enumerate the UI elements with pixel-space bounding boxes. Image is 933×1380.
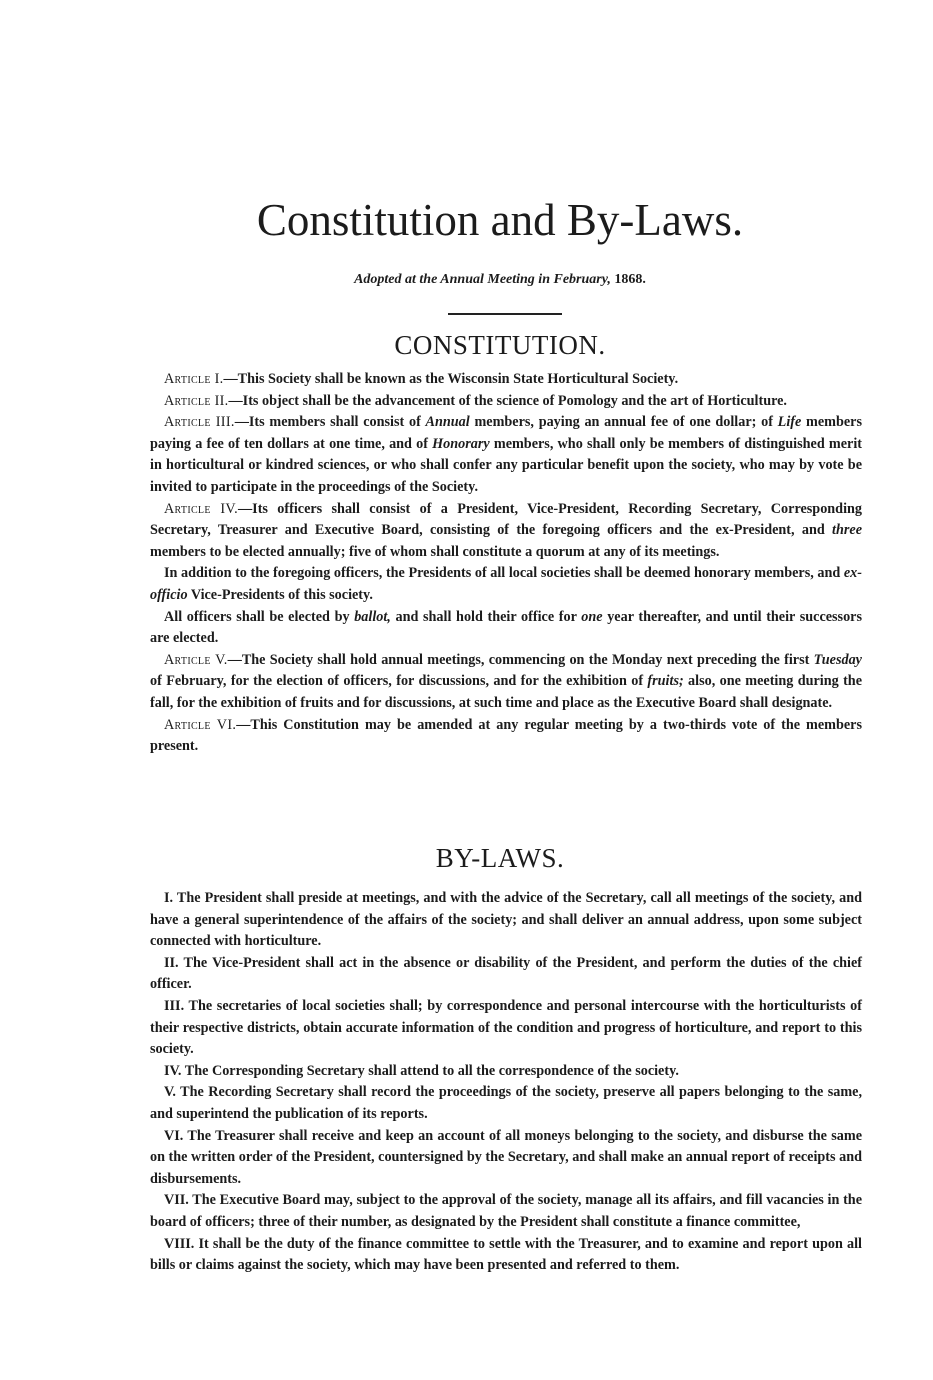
title-divider <box>448 313 562 315</box>
emphasized-text: ex-officio <box>150 565 862 603</box>
article-text: Vice-Presidents of this society. <box>187 586 373 603</box>
article-text: and shall hold their office for <box>390 608 582 625</box>
bylaws-body <box>150 888 862 1277</box>
article-text: of February, for the election of officers, for discussions, and for the exhibition of <box>150 673 648 690</box>
article-text: members, who shall only be members of distinguished merit in horticultural or kindred sciences, or who shall confer any particular benefit upon the society, who may by vote be invited to participate in the proceedings of the Society. <box>150 435 862 495</box>
emphasized-text: ballot, <box>354 608 391 625</box>
article-text: In addition to the foregoing officers, the Presidents of all local societies shall be deemed honorary members, and <box>164 565 844 582</box>
bylaw-item: III. The secretaries of local societies shall; by correspondence and personal intercourse with the horticulturists of their respective districts, obtain accurate information of the condition and progress of horticulture, and report to this society. <box>150 997 862 1058</box>
article-text: —Its members shall consist of <box>234 414 426 431</box>
bylaw-item: VII. The Executive Board may, subject to the approval of the society, manage all its affairs, and fill vacancies in the board of officers; three of their number, as designated by the President shall constitute a finance committee, <box>150 1192 862 1230</box>
constitution-article <box>150 499 862 564</box>
bylaw-item: VIII. It shall be the duty of the finance committee to settle with the Treasurer, and to examine and report upon all bills or claims against the society, which may have been presented and referred to them. <box>150 1235 862 1274</box>
article-text: members paying a fee of ten dollars at one time, and of <box>150 414 862 452</box>
article-text: —This Constitution may be amended at any regular meeting by a two-thirds vote of the members present. <box>150 716 862 755</box>
article-text: year thereafter, and until their successors are elected. <box>150 608 862 647</box>
bylaw-item: II. The Vice-President shall act in the absence or disability of the President, and perform the duties of the chief officer. <box>150 954 862 993</box>
constitution-article <box>150 369 862 391</box>
constitution-article <box>150 715 862 758</box>
bylaws-heading: BY-LAWS. <box>435 843 565 873</box>
article-label: Article III. <box>164 414 235 431</box>
bylaw-item: V. The Recording Secretary shall record the proceedings of the society, preserve all papers belonging to the same, and superintend the publication of its reports. <box>150 1084 862 1122</box>
page-title: Constitution and By-Laws. <box>256 195 744 245</box>
emphasized-text: Tuesday <box>813 651 862 668</box>
article-label: Article II. <box>164 392 229 409</box>
article-text: also, one meeting during the fall, for the exhibition of fruits and for discussions, at such time and place as the Executive Board shall designate. <box>150 673 862 711</box>
article-text: —The Society shall hold annual meetings, commencing on the Monday next preceding the first <box>227 651 814 668</box>
emphasized-text: Life <box>777 414 802 431</box>
article-text: —Its object shall be the advancement of the science of Pomology and the art of Horticulture. <box>228 392 787 409</box>
emphasized-text: three <box>832 522 862 539</box>
article-label: Article VI. <box>164 716 237 733</box>
adoption-note <box>150 272 850 288</box>
emphasized-text: Honorary <box>432 435 490 452</box>
bylaw-item: IV. The Corresponding Secretary shall attend to all the correspondence of the society. <box>164 1062 679 1079</box>
bylaw-item: VI. The Treasurer shall receive and keep an account of all moneys belonging to the society, and disburse the same on the written order of the President, countersigned by the Secretary, and shall make an annual report of receipts and disbursements. <box>150 1127 862 1187</box>
emphasized-text: one <box>581 608 603 625</box>
article-text: —Its officers shall consist of a President, Vice-President, Recording Secretary, Corresponding Secretary, Treasurer and Executive Board, consisting of the foregoing officers and the ex-President, and <box>150 500 862 539</box>
emphasized-text: fruits; <box>647 673 684 690</box>
constitution-article <box>150 607 862 650</box>
article-text: members, paying an annual fee of one dollar; of <box>469 414 778 431</box>
bylaw-item: I. The President shall preside at meetings, and with the advice of the Secretary, call all meetings of the society, and have a general superintendence of the affairs of the society; and shall deliver an annual address, upon some subject connected with horticulture. <box>150 890 862 950</box>
article-label: Article V. <box>164 651 228 668</box>
emphasized-text: Annual <box>425 414 470 431</box>
constitution-article <box>150 391 862 413</box>
constitution-article <box>150 650 862 715</box>
article-text: All officers shall be elected by <box>164 608 355 625</box>
constitution-article <box>150 563 862 606</box>
constitution-heading: CONSTITUTION. <box>394 330 606 360</box>
adoption-note-year: 1868. <box>610 272 646 287</box>
constitution-body <box>150 369 862 758</box>
article-label: Article I. <box>164 371 224 387</box>
article-label: Article IV. <box>164 500 238 517</box>
article-text: —This Society shall be known as the Wisconsin State Horticultural Society. <box>223 371 679 387</box>
constitution-article <box>150 412 862 498</box>
adoption-note-italic: Adopted at the Annual Meeting in February, <box>354 272 611 287</box>
article-text: members to be elected annually; five of whom shall constitute a quorum at any of its meetings. <box>150 543 720 560</box>
